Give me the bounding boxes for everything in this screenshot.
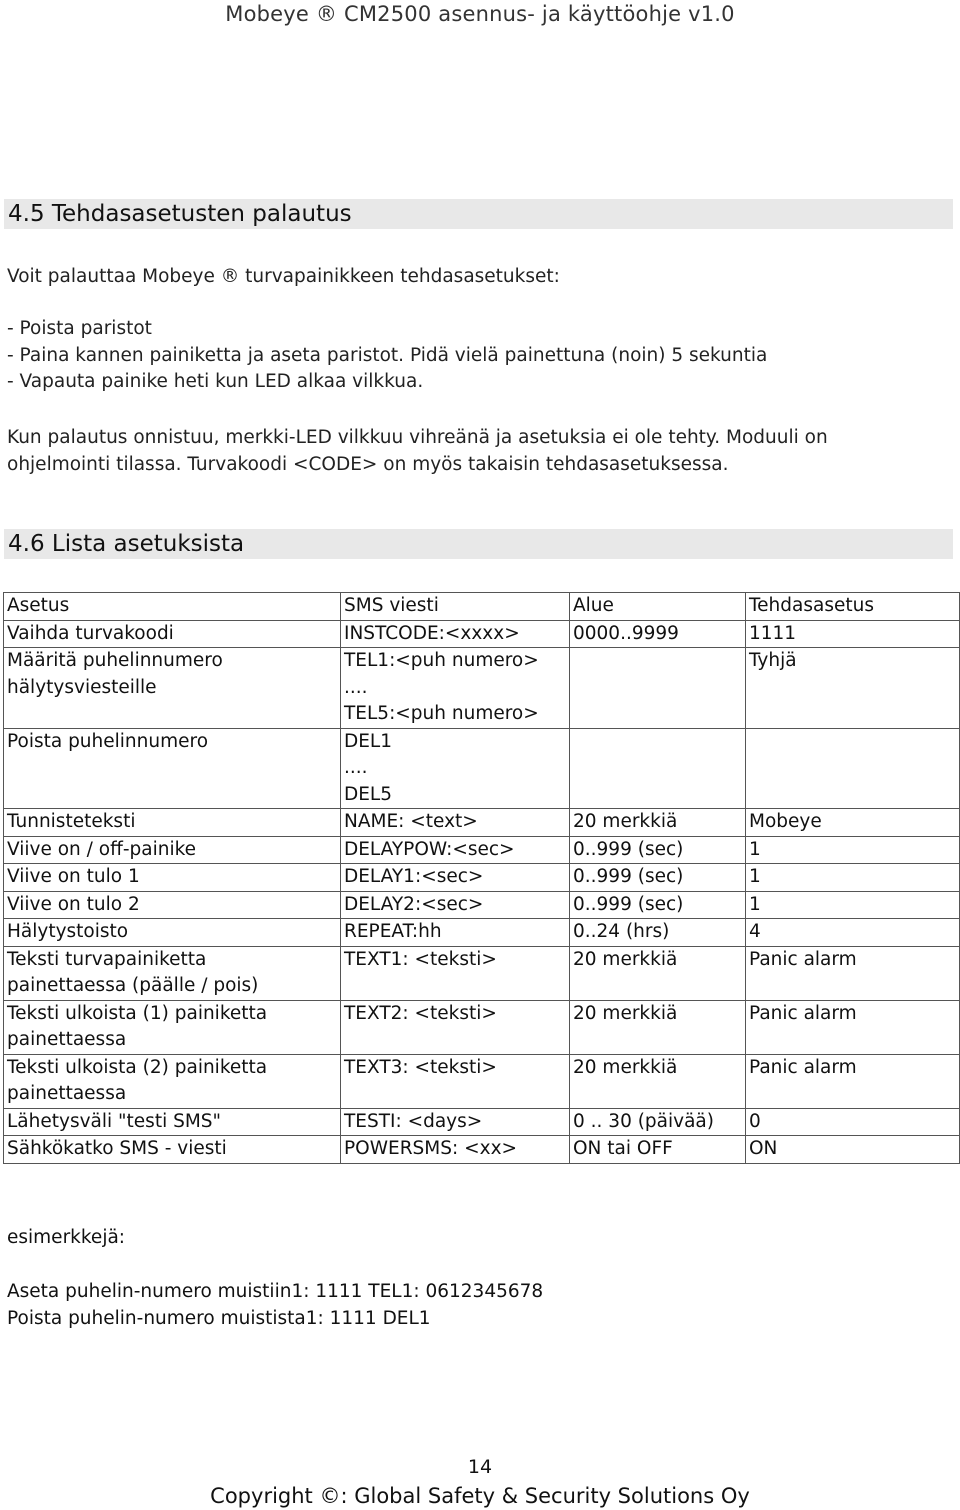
cell-default	[746, 919, 960, 947]
column-header-range: Alue	[570, 593, 746, 621]
result-line: ohjelmointi tilassa. Turvakoodi <CODE> on myös takaisin tehdasasetuksessa.	[7, 453, 729, 475]
cell-default-line: Tyhjä	[749, 650, 797, 671]
cell-sms-command-line: DELAY1:<sec>	[344, 866, 484, 887]
cell-setting-line: Tunnisteteksti	[7, 811, 136, 832]
cell-setting	[4, 836, 341, 864]
copyright-footer: Copyright ©: Global Safety & Security Solutions Oy	[210, 1484, 750, 1508]
column-header-setting: Asetus	[4, 593, 341, 621]
cell-setting	[4, 946, 341, 1000]
cell-sms-command-line: INSTCODE:<xxxx>	[344, 622, 520, 644]
cell-setting-line: Hälytystoisto	[7, 921, 129, 942]
cell-range	[570, 728, 746, 809]
table-row	[4, 809, 960, 837]
cell-sms-command-line: NAME: <text>	[344, 811, 478, 832]
table-row	[4, 1136, 960, 1164]
examples-title: esimerkkejä:	[7, 1227, 126, 1248]
cell-range	[570, 946, 746, 1000]
cell-range	[570, 836, 746, 864]
cell-range	[570, 864, 746, 892]
cell-default-line: ON	[749, 1138, 778, 1159]
cell-sms-command	[341, 891, 570, 919]
cell-sms-command-line: TEL5:<puh numero>	[344, 703, 539, 724]
cell-default	[746, 1136, 960, 1164]
cell-setting	[4, 1136, 341, 1164]
cell-range-line: 0 .. 30 (päivää)	[573, 1110, 714, 1132]
cell-default	[746, 809, 960, 837]
cell-sms-command-line: POWERSMS: <xx>	[344, 1138, 518, 1159]
table-row	[4, 1108, 960, 1136]
section-heading-settings-list: 4.6 Lista asetuksista	[4, 529, 953, 559]
cell-setting-line: Viive on / off-painike	[7, 838, 197, 860]
example-line: Poista puhelin-numero muistista1: 1111 DEL1	[7, 1308, 431, 1329]
cell-range-line: 20 merkkiä	[573, 1002, 678, 1024]
cell-sms-command	[341, 864, 570, 892]
cell-sms-command	[341, 648, 570, 729]
intro-line: Voit palauttaa Mobeye ® turvapainikkeen tehdasasetukset:	[7, 266, 560, 287]
cell-default-line: 1	[749, 838, 761, 860]
result-line: Kun palautus onnistuu, merkki-LED vilkkuu vihreänä ja asetuksia ei ole tehty. Moduuli on	[7, 427, 828, 448]
cell-sms-command-line: TEXT2: <teksti>	[344, 1002, 497, 1024]
cell-sms-command-line: TEXT3: <teksti>	[344, 1056, 497, 1078]
cell-sms-command-line: TEXT1: <teksti>	[344, 948, 497, 970]
page-number: 14	[467, 1456, 493, 1478]
cell-default-line: Panic alarm	[749, 1056, 857, 1078]
cell-range	[570, 648, 746, 729]
cell-range	[570, 1000, 746, 1054]
cell-sms-command	[341, 1108, 570, 1136]
table-row	[4, 1054, 960, 1108]
cell-setting-line: Viive on tulo 2	[7, 893, 140, 915]
cell-default-line: 1	[749, 893, 761, 915]
cell-setting	[4, 891, 341, 919]
cell-sms-command-line: ....	[344, 676, 368, 698]
table-row	[4, 946, 960, 1000]
cell-range	[570, 809, 746, 837]
cell-range	[570, 1136, 746, 1164]
cell-range	[570, 620, 746, 648]
cell-range-line: 20 merkkiä	[573, 948, 678, 970]
cell-range	[570, 919, 746, 947]
cell-default	[746, 1108, 960, 1136]
cell-range-line: 20 merkkiä	[573, 1056, 678, 1078]
cell-default	[746, 864, 960, 892]
cell-default	[746, 891, 960, 919]
cell-sms-command	[341, 1000, 570, 1054]
step-line: - Poista paristot	[7, 318, 152, 339]
cell-range-line: 20 merkkiä	[573, 811, 678, 832]
cell-range-line: 0..999 (sec)	[573, 893, 684, 915]
cell-setting-line: painettaessa	[7, 1083, 127, 1104]
step-line: - Vapauta painike heti kun LED alkaa vilkkua.	[7, 371, 424, 392]
cell-setting	[4, 1054, 341, 1108]
cell-range-line: 0000..9999	[573, 622, 679, 644]
cell-setting-line: Sähkökatko SMS - viesti	[7, 1138, 227, 1159]
table-header-row	[4, 593, 960, 621]
table-row	[4, 620, 960, 648]
cell-sms-command-line: TESTI: <days>	[344, 1110, 483, 1132]
cell-setting	[4, 648, 341, 729]
cell-default-line: 1111	[749, 622, 797, 644]
example-line: Aseta puhelin-numero muistiin1: 1111 TEL1: 0612345678	[7, 1281, 544, 1302]
cell-range	[570, 1108, 746, 1136]
cell-setting	[4, 864, 341, 892]
cell-setting-line: painettaessa (päälle / pois)	[7, 975, 259, 996]
cell-sms-command	[341, 946, 570, 1000]
cell-sms-command	[341, 1136, 570, 1164]
cell-setting-line: Viive on tulo 1	[7, 866, 140, 887]
cell-setting-line: Vaihda turvakoodi	[7, 622, 174, 644]
cell-setting-line: Määritä puhelinnumero	[7, 650, 223, 671]
cell-setting	[4, 809, 341, 837]
cell-range-line: 0..999 (sec)	[573, 866, 684, 887]
cell-setting-line: Teksti turvapainiketta	[7, 948, 207, 970]
step-line: - Paina kannen painiketta ja aseta paristot. Pidä vielä painettuna (noin) 5 sekuntia	[7, 344, 768, 366]
cell-sms-command-line: ....	[344, 757, 368, 778]
cell-sms-command-line: TEL1:<puh numero>	[344, 650, 539, 671]
cell-sms-command-line: DELAY2:<sec>	[344, 893, 484, 915]
factory-reset-intro	[7, 264, 560, 291]
cell-default	[746, 648, 960, 729]
settings-table-body	[4, 620, 960, 1163]
cell-setting-line: Teksti ulkoista (2) painiketta	[7, 1056, 268, 1078]
cell-range	[570, 1054, 746, 1108]
cell-default-line: Panic alarm	[749, 948, 857, 970]
table-row	[4, 648, 960, 729]
factory-reset-result	[7, 425, 828, 478]
table-row	[4, 864, 960, 892]
table-row	[4, 1000, 960, 1054]
cell-default	[746, 1000, 960, 1054]
table-row	[4, 891, 960, 919]
cell-setting	[4, 919, 341, 947]
examples-list	[7, 1278, 543, 1332]
cell-range-line: 0..999 (sec)	[573, 838, 684, 860]
cell-sms-command	[341, 728, 570, 809]
cell-default-line: 1	[749, 866, 761, 887]
cell-default-line: Mobeye	[749, 811, 822, 832]
cell-setting	[4, 620, 341, 648]
section-heading-factory-reset: 4.5 Tehdasasetusten palautus	[4, 199, 953, 229]
cell-range-line: ON tai OFF	[573, 1138, 673, 1159]
cell-setting	[4, 1000, 341, 1054]
cell-sms-command-line: DEL1	[344, 730, 393, 752]
settings-table	[3, 592, 960, 1164]
column-header-default: Tehdasasetus	[746, 593, 960, 621]
table-row	[4, 836, 960, 864]
cell-default	[746, 1054, 960, 1108]
cell-default	[746, 836, 960, 864]
cell-sms-command-line: DEL5	[344, 783, 393, 805]
table-row	[4, 919, 960, 947]
column-header-sms: SMS viesti	[341, 593, 570, 621]
cell-setting	[4, 728, 341, 809]
cell-setting-line: hälytysviesteille	[7, 676, 157, 698]
cell-setting-line: painettaessa	[7, 1029, 127, 1050]
cell-setting	[4, 1108, 341, 1136]
cell-setting-line: Lähetysväli "testi SMS"	[7, 1110, 222, 1132]
cell-sms-command	[341, 836, 570, 864]
cell-range-line: 0..24 (hrs)	[573, 921, 670, 942]
cell-default-line: 0	[749, 1110, 761, 1132]
cell-sms-command-line: DELAYPOW:<sec>	[344, 838, 515, 860]
cell-sms-command	[341, 620, 570, 648]
cell-sms-command	[341, 809, 570, 837]
cell-sms-command-line: REPEAT:hh	[344, 921, 442, 942]
cell-default	[746, 728, 960, 809]
cell-default	[746, 946, 960, 1000]
document-header-title: Mobeye ® CM2500 asennus- ja käyttöohje v1.0	[225, 2, 735, 26]
cell-sms-command	[341, 1054, 570, 1108]
cell-sms-command	[341, 919, 570, 947]
cell-setting-line: Poista puhelinnumero	[7, 730, 209, 752]
cell-default-line: Panic alarm	[749, 1002, 857, 1024]
cell-range	[570, 891, 746, 919]
table-row	[4, 728, 960, 809]
cell-setting-line: Teksti ulkoista (1) painiketta	[7, 1002, 268, 1024]
cell-default	[746, 620, 960, 648]
factory-reset-steps	[7, 316, 767, 396]
cell-default-line: 4	[749, 921, 761, 942]
